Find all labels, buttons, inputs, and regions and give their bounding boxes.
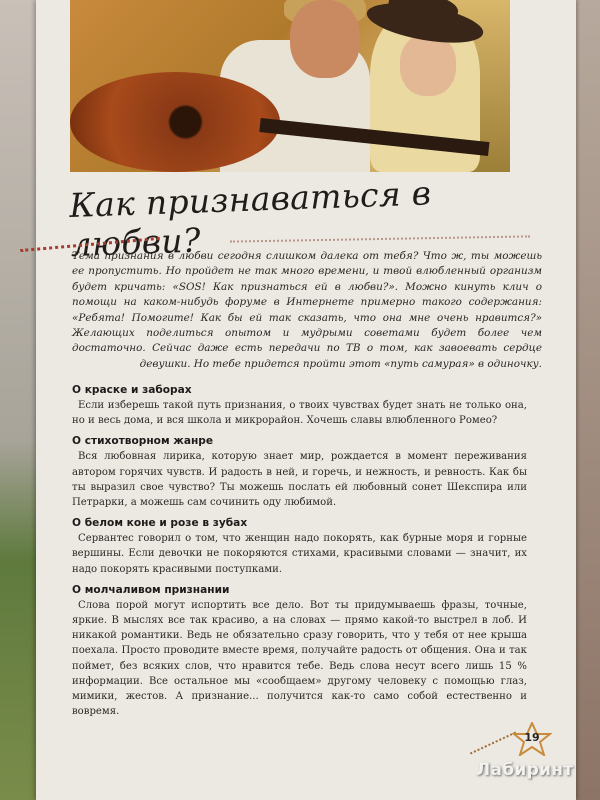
section-body: Сервантес говорил о том, что женщин надо покорять, как бурные моря и горные вершины. Если девочки не покоряются стихами, красивыми словами — значит, их надо покорять красивыми поступками. [72,533,527,575]
girl-face [400,34,456,96]
section-heading: О белом коне и розе в зубах [72,517,248,530]
background-left [0,0,40,800]
page-number: 19 [524,731,540,744]
article-intro: Тема признания в любви сегодня слишком далека от тебя? Что ж, ты можешь ее пропустить. Но пройдет не так много времени, и твой влюбленный организм будет кричать: «SOS! Как признаться ей в любви?». Можно кинуть клич о помощи на каком-нибудь форуме в Интернете примерно такого содержания: «Ребята! Помогите! Как бы ей так сказать, что она мне очень нравится?» Желающих поделиться опытом и мудрыми советами будет более чем достаточно. Сейчас даже есть передачи по ТВ о том, как завоевать сердце девушки. Но тебе придется пройти этот «путь самурая» в одиночку. [72,250,542,370]
section-heading: О стихотворном жанре [72,435,214,448]
section-paint-and-fences [72,384,527,428]
guitar-body [70,72,280,172]
watermark-text: Лабиринт [476,760,574,780]
section-heading: О молчаливом признании [72,583,230,596]
page-number-badge [512,722,552,756]
couple-with-guitar-photo [70,0,510,172]
article-title: Как признаваться в любви? [68,173,432,264]
section-white-horse-and-rose [72,517,527,577]
section-heading: О краске и заборах [72,384,192,396]
labirint-watermark [476,760,573,780]
boy-head [290,0,360,78]
article-sections [72,384,527,726]
section-silent-confession [72,584,527,720]
section-body: Вся любовная лирика, которую знает мир, рождается в момент переживания автором горячих чувств. И радость в ней, и горечь, и нежность, и ревность. Как бы ты выразил свое чувство? Ты можешь послать ей любовный сонет Шекспира или Петрарки, а можешь сам сочинить оду любимой. [72,451,527,509]
section-body: Если изберешь такой путь признания, о твоих чувствах будет знать не только она, но и весь дома, и вся школа и микрорайон. Хочешь славы влюбленного Ромео? [72,400,527,427]
section-body: Слова порой могут испортить все дело. Вот ты придумываешь фразы, точные, яркие. В мыслях все так красиво, а на словах — прямо какой-то выстрел в лоб. И никакой романтики. Ведь не обязательно сразу говорить, что у тебя от нее крыша поехала. Просто проводите вместе время, получайте радость от общения. Она и так поймет, без всяких слов, что нравится тебе. Ведь слова несут всего лишь 15 % информации. Все остальное мы «сообщаем» другому человеку с помощью глаз, мимики, жестов. А признание... получится как-то само собой естественно и вовремя. [72,599,527,718]
section-poetry-genre [72,435,527,510]
